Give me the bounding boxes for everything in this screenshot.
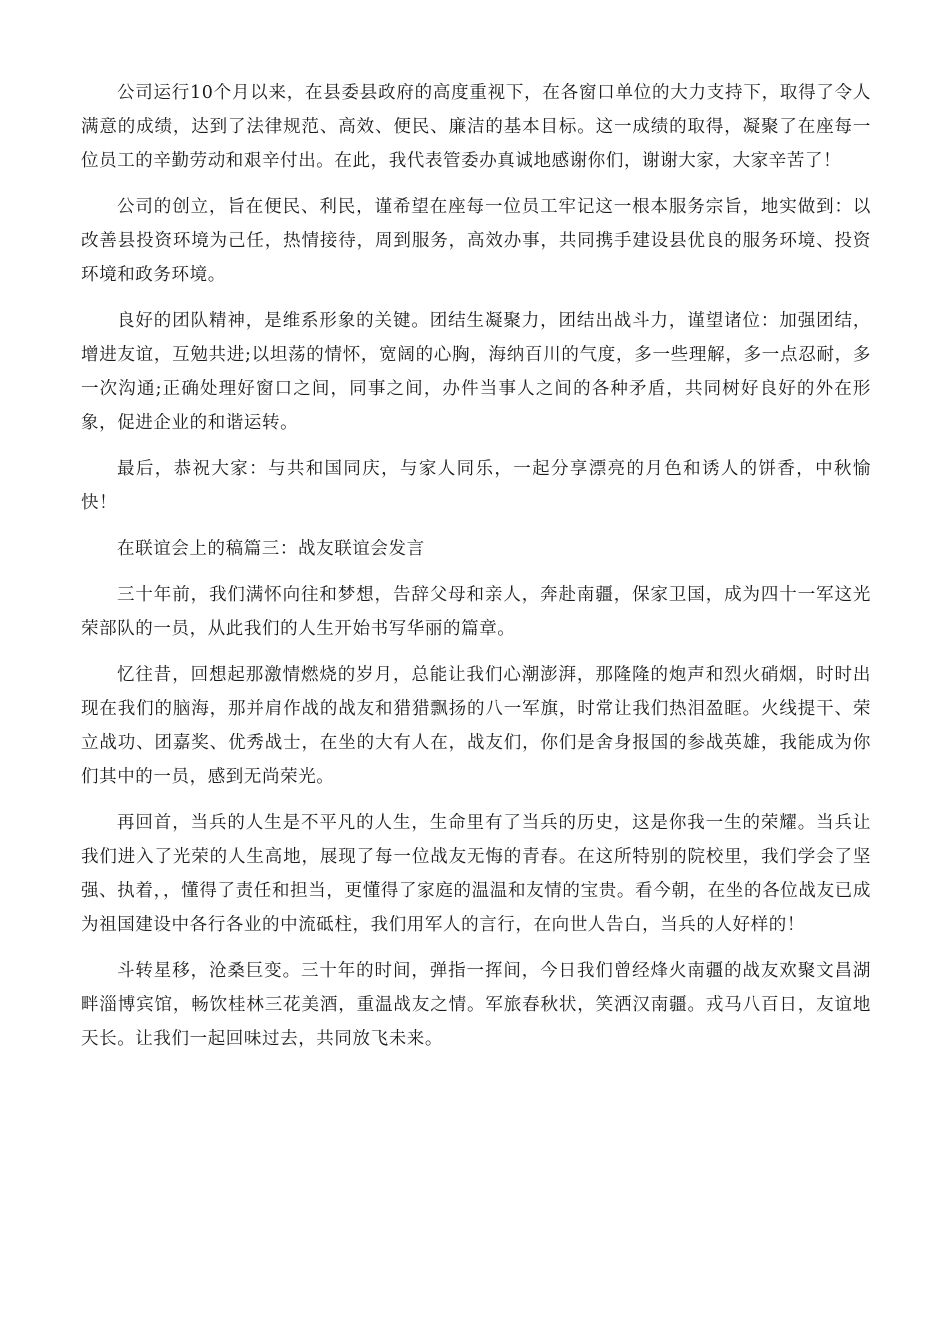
paragraph-thirty-years-ago: 三十年前，我们满怀向往和梦想，告辞父母和亲人，奔赴南疆，保家卫国，成为四十一军这光荣部队的一员，从此我们的人生开始书写华丽的篇章。 [81, 585, 871, 639]
paragraph-look-back: 再回首，当兵的人生是不平凡的人生，生命里有了当兵的历史，这是你我一生的荣耀。当兵让我们进入了光荣的人生高地，展现了每一位战友无悔的青春。在这所特别的院校里，我们学会了坚强、执着，，懂得了责任和担当，更懂得了家庭的温温和友情的宝贵。看今朝，在坐的各位战友已成为祖国建设中各行各业的中流砥柱，我们用军人的言行，在向世人告白，当兵的人好样的！ [81, 813, 871, 935]
section-heading: 在联谊会上的稿篇三：战友联谊会发言 [117, 539, 425, 559]
paragraph-festival-wishes: 最后，恭祝大家：与共和国同庆，与家人同乐，一起分享漂亮的月色和诱人的饼香，中秋愉快！ [81, 459, 871, 513]
paragraph-recall-past: 忆往昔，回想起那激情燃烧的岁月，总能让我们心潮澎湃，那隆隆的炮声和烈火硝烟，时时出现在我们的脑海，那并肩作战的战友和猎猎飘扬的八一军旗，时常让我们热泪盈眶。火线提干、荣立战功、团嘉奖、优秀战士，在坐的大有人在，战友们，你们是舍身报国的参战英雄，我能成为你们其中的一员，感到无尚荣光。 [81, 665, 871, 787]
document-body [81, 76, 871, 1068]
paragraph-team-spirit: 良好的团队精神，是维系形象的关键。团结生凝聚力，团结出战斗力，谨望诸位：加强团结，增进友谊，互勉共进;以坦荡的情怀，宽阔的心胸，海纳百川的气度，多一些理解，多一点忍耐，多一次沟通;正确处理好窗口之间，同事之间，办件当事人之间的各种矛盾，共同树好良好的外在形象，促进企业的和谐运转。 [81, 311, 871, 433]
paragraph-gratitude: 公司运行10个月以来，在县委县政府的高度重视下，在各窗口单位的大力支持下，取得了令人满意的成绩，达到了法律规范、高效、便民、廉洁的基本目标。这一成绩的取得，凝聚了在座每一位员工的辛勤劳动和艰辛付出。在此，我代表管委办真诚地感谢你们，谢谢大家，大家辛苦了！ [81, 83, 871, 171]
paragraph-reunion: 斗转星移，沧桑巨变。三十年的时间，弹指一挥间，今日我们曾经烽火南疆的战友欢聚文昌湖畔淄博宾馆，畅饮桂林三花美酒，重温战友之情。军旅春秋状，笑洒汉南疆。戎马八百日，友谊地天长。让我们一起回味过去，共同放飞未来。 [81, 961, 871, 1049]
paragraph-company-purpose: 公司的创立，旨在便民、利民，谨希望在座每一位员工牢记这一根本服务宗旨，地实做到：以改善县投资环境为己任，热情接待，周到服务，高效办事，共同携手建设县优良的服务环境、投资环境和政务环境。 [81, 197, 871, 285]
